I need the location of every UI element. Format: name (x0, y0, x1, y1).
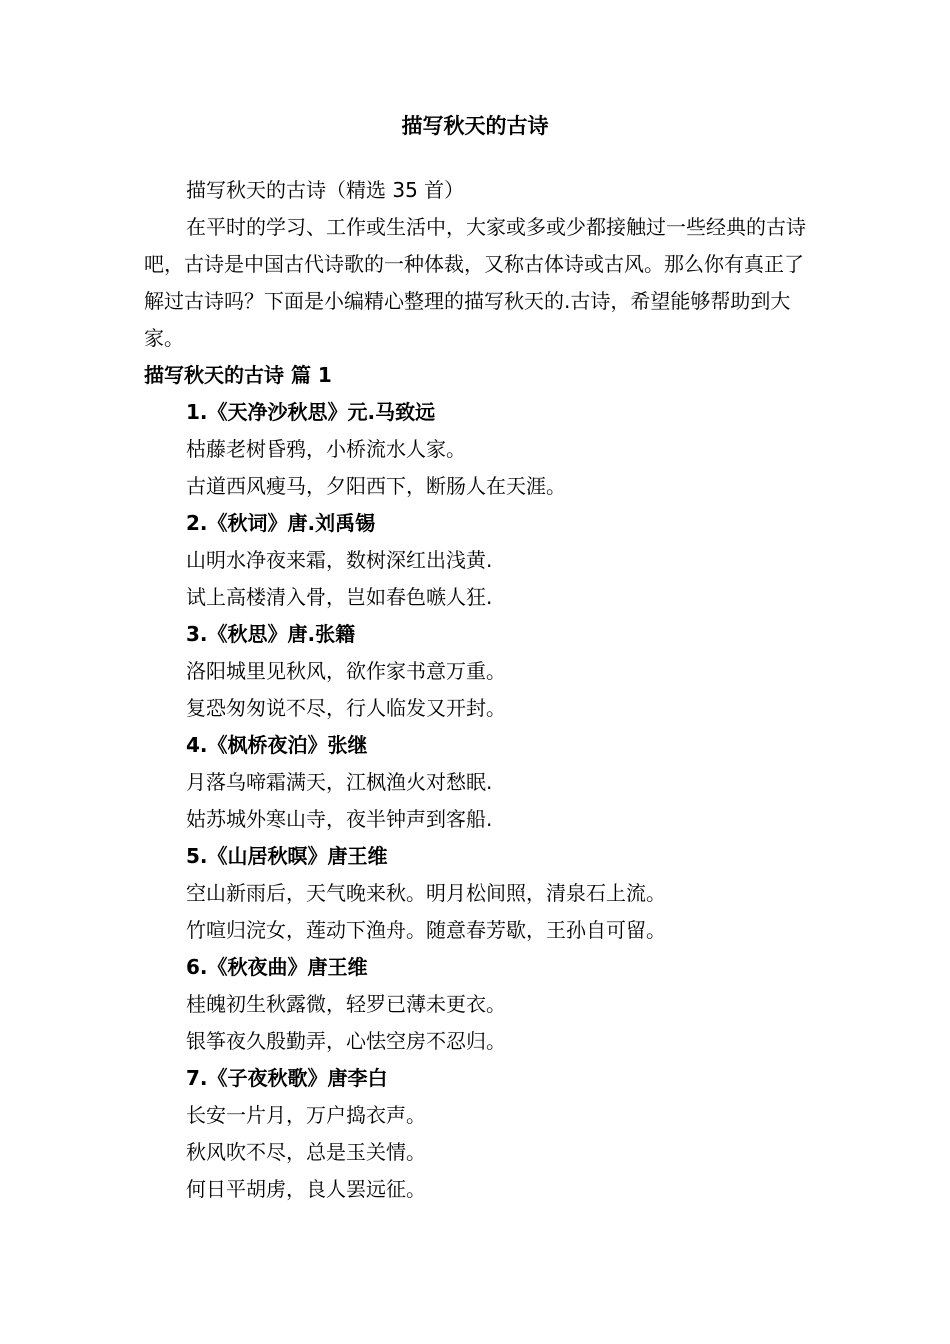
poem-line: 复恐匆匆说不尽，行人临发又开封。 (186, 696, 506, 720)
poem-line: 银筝夜久殷勤弄，心怯空房不忍归。 (186, 1029, 506, 1053)
intro-paragraph: 在平时的学习、工作或生活中，大家或多或少都接触过一些经典的古诗吧，古诗是中国古代诗歌的一种体裁，又称古体诗或古风。那么你有真正了解过古诗吗？下面是小编精心整理的描写秋天的.古诗，希望能够帮助到大家。 (144, 215, 806, 350)
poem-heading: 7.《子夜秋歌》唐李白 (186, 1066, 388, 1090)
poem-heading: 2.《秋词》唐.刘禹锡 (186, 511, 376, 535)
poem (144, 727, 816, 838)
poem-line: 何日平胡虏，良人罢远征。 (186, 1177, 426, 1201)
poem-heading: 3.《秋思》唐.张籍 (186, 622, 356, 646)
poem-heading: 5.《山居秋暝》唐王维 (186, 844, 388, 868)
poem-line: 月落乌啼霜满天，江枫渔火对愁眠. (186, 770, 493, 794)
poem-line: 洛阳城里见秋风，欲作家书意万重。 (186, 659, 506, 683)
poem-line: 试上高楼清入骨，岂如春色嗾人狂. (186, 585, 493, 609)
poem-line: 竹喧归浣女，莲动下渔舟。随意春芳歇，王孙自可留。 (186, 918, 666, 942)
poem-line: 长安一片月，万户捣衣声。 (186, 1103, 426, 1127)
poem-heading: 4.《枫桥夜泊》张继 (186, 733, 368, 757)
poem-line: 山明水净夜来霜，数树深红出浅黄. (186, 548, 493, 572)
poem (144, 616, 816, 727)
document-body (144, 172, 816, 1208)
poem-line: 古道西风瘦马，夕阳西下，断肠人在天涯。 (186, 474, 566, 498)
poem (144, 1060, 816, 1208)
poem-line: 姑苏城外寒山寺，夜半钟声到客船. (186, 807, 493, 831)
poem-line: 枯藤老树昏鸦，小桥流水人家。 (186, 437, 466, 461)
poem-line: 秋风吹不尽，总是玉关情。 (186, 1140, 426, 1164)
poem (144, 838, 816, 949)
document-title: 描写秋天的古诗 (401, 114, 549, 138)
poem-line: 空山新雨后，天气晚来秋。明月松间照，清泉石上流。 (186, 881, 666, 905)
poem (144, 505, 816, 616)
poem (144, 394, 816, 505)
section-heading: 描写秋天的古诗 篇 1 (144, 363, 332, 387)
poem-line: 桂魄初生秋露微，轻罗已薄未更衣。 (186, 992, 506, 1016)
poem-heading: 6.《秋夜曲》唐王维 (186, 955, 368, 979)
document-subtitle: 描写秋天的古诗（精选 35 首） (186, 178, 465, 202)
poem (144, 949, 816, 1060)
poem-heading: 1.《天净沙秋思》元.马致远 (186, 400, 436, 424)
